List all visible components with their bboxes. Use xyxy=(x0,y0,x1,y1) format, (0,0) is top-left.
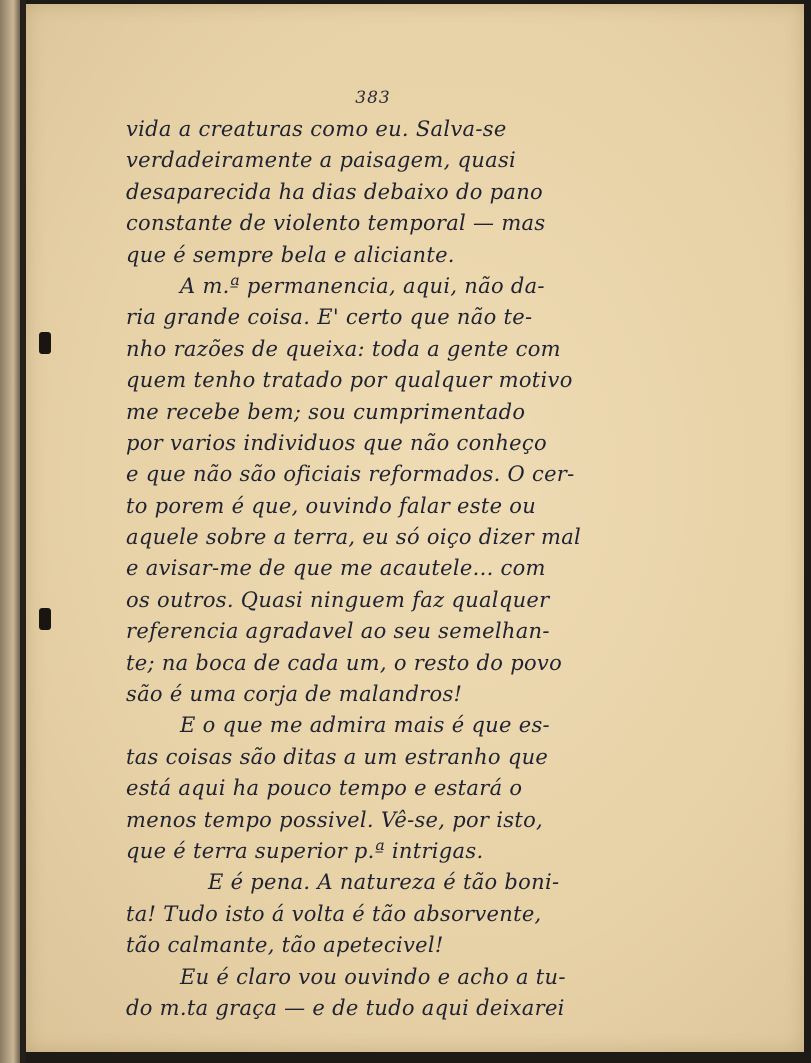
text-line: Eu é claro vou ouvindo e acho a tu- xyxy=(180,964,566,989)
text-line: são é uma corja de malandros! xyxy=(126,682,463,707)
manuscript-page xyxy=(26,4,804,1052)
text-line: por varios individuos que não conheço xyxy=(126,430,547,455)
text-line: constante de violento temporal — mas xyxy=(126,211,546,236)
text-line: e que não são oficiais reformados. O cer- xyxy=(126,462,575,487)
text-line: que é sempre bela e aliciante. xyxy=(126,242,455,267)
text-line: vida a creaturas como eu. Salva-se xyxy=(126,117,507,141)
text-line: menos tempo possivel. Vê-se, por isto, xyxy=(126,807,543,832)
text-line: te; na boca de cada um, o resto do povo xyxy=(126,650,563,675)
text-line: referencia agradavel ao seu semelhan- xyxy=(126,619,550,644)
text-line: desaparecida ha dias debaixo do pano xyxy=(126,179,543,204)
text-line: ria grande coisa. E' certo que não te- xyxy=(126,305,533,330)
text-line: tas coisas são ditas a um estranho que xyxy=(126,744,549,769)
text-line: está aqui ha pouco tempo e estará o xyxy=(126,776,523,801)
text-line: E é pena. A natureza é tão boni- xyxy=(208,870,560,895)
text-line: nho razões de queixa: toda a gente com xyxy=(126,336,561,361)
text-line: to porem é que, ouvindo falar este ou xyxy=(126,493,537,518)
text-line: E o que me admira mais é que es- xyxy=(180,713,550,738)
text-line: os outros. Quasi ninguem faz qualquer xyxy=(126,587,550,612)
text-line: me recebe bem; sou cumprimentado xyxy=(126,399,526,424)
text-line: ta! Tudo isto á volta é tão absorvente, xyxy=(126,901,542,926)
handwritten-text xyxy=(126,114,646,1024)
text-line: do m.ta graça — e de tudo aqui deixarei xyxy=(126,995,565,1020)
page-number: 383 xyxy=(355,88,391,108)
text-line: aquele sobre a terra, eu só oiço dizer mal xyxy=(126,525,582,550)
text-line: quem tenho tratado por qualquer motivo xyxy=(126,368,573,393)
text-line: tão calmante, tão apetecivel! xyxy=(126,933,444,958)
text-line: e avisar-me de que me acautele... com xyxy=(126,556,546,581)
text-line: verdadeiramente a paisagem, quasi xyxy=(126,148,517,173)
binding-hole xyxy=(39,608,51,630)
binding-hole xyxy=(39,332,51,354)
text-line: A m.ª permanencia, aqui, não da- xyxy=(180,273,545,298)
text-line: que é terra superior p.ª intrigas. xyxy=(126,838,484,863)
